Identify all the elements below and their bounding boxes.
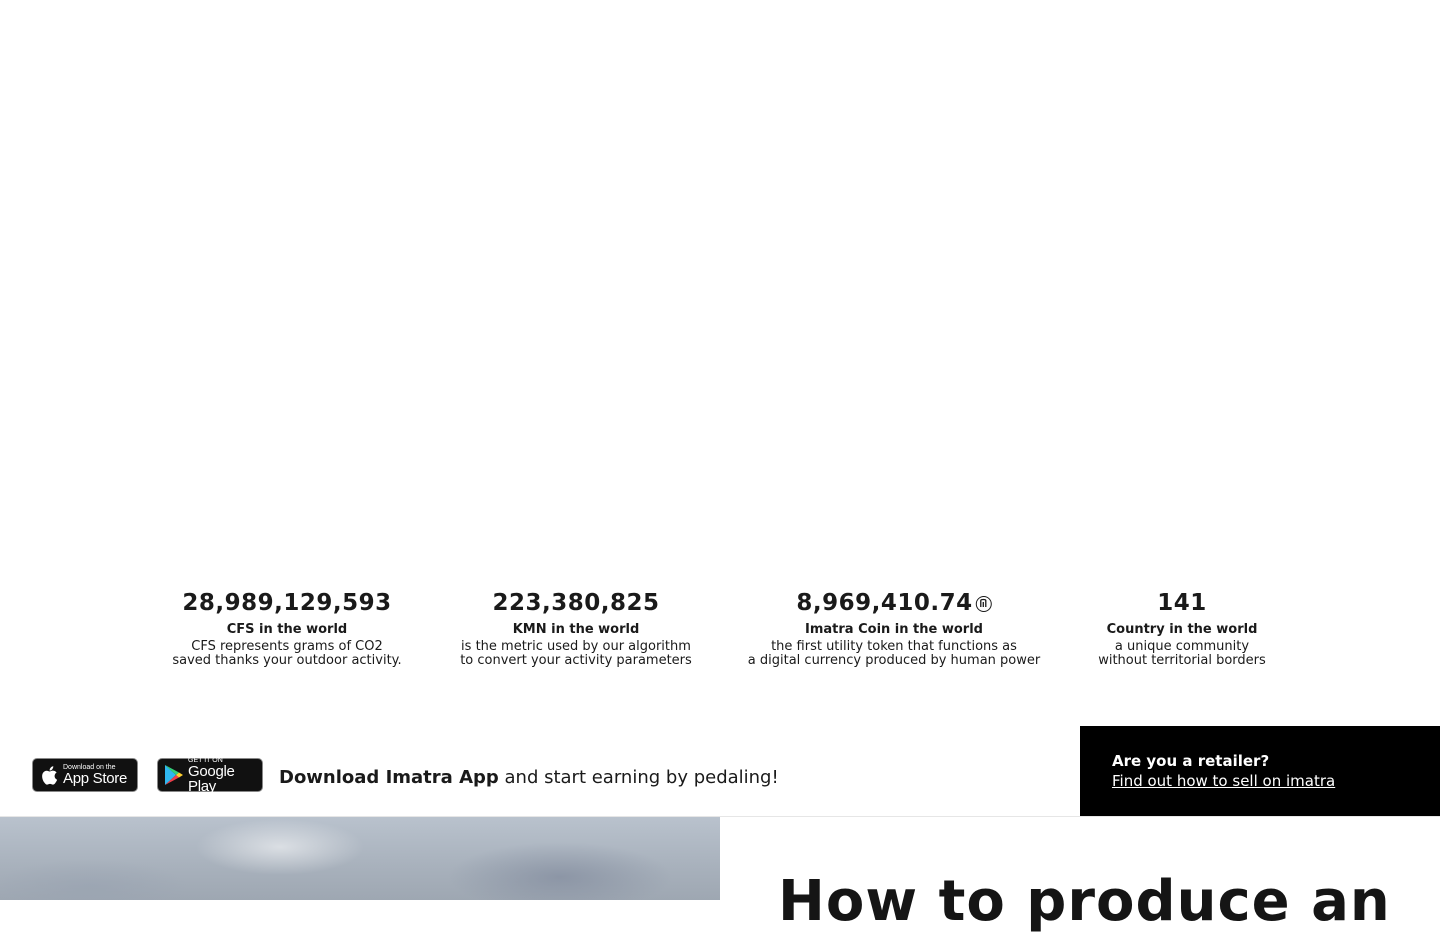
stat-kmn-title: KMN in the world [512, 622, 640, 637]
stat-cfs-desc-line2: saved thanks your outdoor activity. [172, 653, 402, 668]
stat-country-desc-line1: a unique community [1114, 639, 1250, 654]
stat-country-title: Country in the world [1106, 622, 1258, 637]
imatra-coin-icon [976, 596, 992, 612]
stat-imatra-coin-value: 8,969,410.74 [796, 590, 973, 616]
retailer-link[interactable]: Find out how to sell on imatra [1112, 772, 1336, 790]
stat-kmn-value: 223,380,825 [492, 590, 660, 616]
retailer-box [1080, 726, 1440, 817]
retailer-question: Are you a retailer? [1112, 752, 1270, 770]
stat-kmn-desc-line1: is the metric used by our algorithm [461, 639, 691, 654]
stat-country [1098, 588, 1266, 668]
hero-heading: How to produce an [778, 869, 1391, 934]
app-store-small-label: Download on the [63, 764, 116, 771]
stat-cfs [172, 588, 401, 668]
app-store-big-label: App Store [63, 770, 128, 787]
download-text-rest: and start earning by pedaling! [498, 767, 779, 788]
download-text [279, 767, 779, 788]
apple-icon [40, 765, 58, 786]
stat-imatra-coin [748, 588, 1040, 668]
google-play-button[interactable] [157, 756, 263, 795]
google-play-text [188, 757, 262, 794]
stat-country-value: 141 [1157, 590, 1207, 616]
stat-country-desc-line2: without territorial borders [1098, 653, 1266, 668]
google-play-big-label: Google Play [188, 762, 235, 795]
stat-cfs-desc-line1: CFS represents grams of CO2 [191, 639, 383, 654]
stat-cfs-title: CFS in the world [226, 622, 348, 637]
stat-cfs-value: 28,989,129,593 [182, 590, 392, 616]
hero-image [0, 817, 720, 900]
stat-kmn [460, 588, 692, 668]
app-store-button[interactable] [32, 758, 138, 792]
stat-imatra-coin-desc-line2: a digital currency produced by human power [747, 653, 1041, 668]
stat-imatra-coin-value-row [796, 588, 991, 618]
google-play-small-label: GET IT ON [188, 756, 223, 764]
download-text-bold: Download Imatra App [279, 767, 499, 788]
stat-imatra-coin-title: Imatra Coin in the world [805, 622, 983, 637]
stat-kmn-desc-line2: to convert your activity parameters [460, 653, 692, 668]
download-bar [0, 726, 1080, 816]
app-store-text [63, 764, 127, 786]
stat-imatra-coin-desc-line1: the first utility token that functions as [771, 639, 1017, 654]
google-play-icon [164, 764, 184, 786]
